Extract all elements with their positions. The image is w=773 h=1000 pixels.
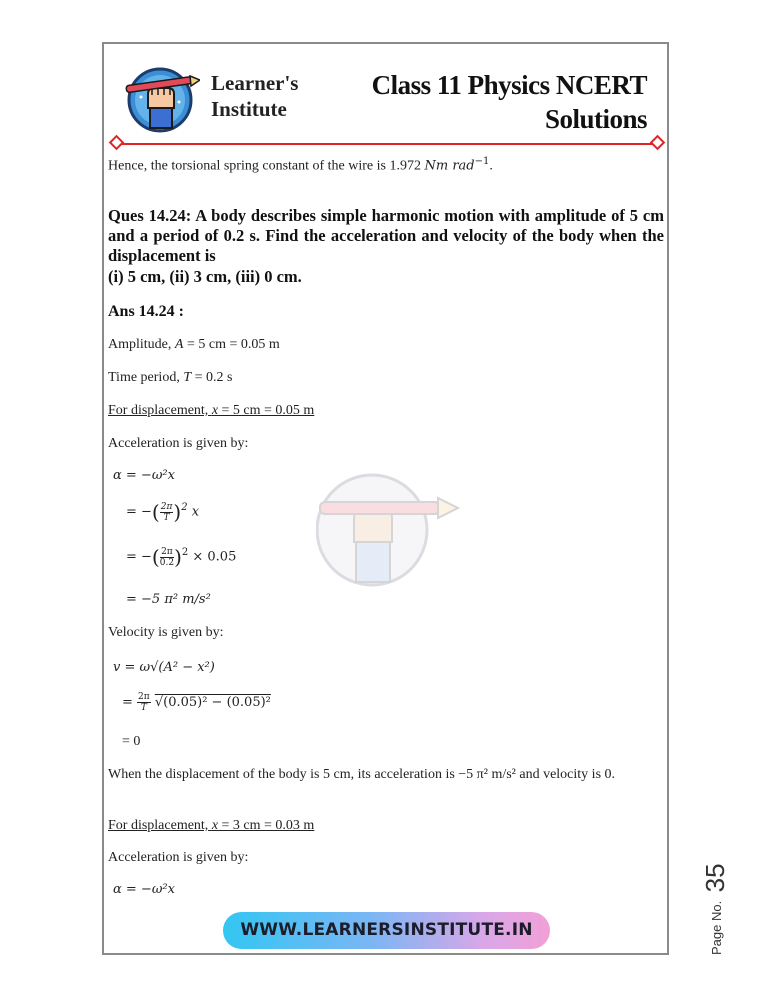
equation-a3: = −( $\frac{2\pi}{0.2}$ )$^2$ × 0.05 (126, 545, 237, 569)
accel-given-1: Acceleration is given by: (108, 436, 249, 451)
question-text: Ques 14.24: A body describes simple harmonic motion with amplitude of 5 cm and a period of 0.2 s. Find the acceleration and velocity of the body when the displacement is (108, 206, 664, 265)
website-link-button[interactable]: WWW.LEARNERSINSTITUTE.IN (223, 912, 550, 949)
disp2-label: For displacement, (108, 818, 212, 833)
disp2-symbol: x (211, 818, 219, 833)
period-label: Time period, (108, 370, 184, 385)
frac-num: 2π (160, 501, 173, 512)
equation-a4: = −5 π² m/s² (126, 592, 211, 607)
amplitude-label: Amplitude, (108, 337, 175, 352)
frac-v2-num: 2π (138, 692, 150, 702)
brand-line-1: Learner's (211, 71, 299, 95)
accel-given-2: Acceleration is given by: (108, 850, 249, 865)
period-symbol: T (183, 370, 192, 385)
equation-v3: = 0 (122, 734, 141, 749)
answer-heading: Ans 14.24 : (108, 303, 185, 320)
equation-a1: α = −ω²x (113, 468, 175, 483)
equation-b1: α = −ω²x (113, 882, 175, 897)
frac3-num: 2π (161, 546, 173, 557)
conclusion-1: When the displacement of the body is 5 cm, its acceleration is −5 π² m/s² and velocity is 0. (108, 767, 616, 782)
page-number (700, 863, 731, 955)
title-line-1: Class 11 Physics NCERT (371, 70, 647, 100)
disp1-value: = 5 cm = 0.05 m (218, 403, 315, 418)
brand-line-2: Institute (211, 97, 287, 121)
eq-v2-prefix: = (122, 695, 133, 710)
eq-a2-suffix: x (187, 504, 200, 520)
disp2-value: = 3 cm = 0.03 m (218, 818, 315, 833)
period-value: = 0.2 s (191, 370, 233, 385)
frac3-den: 0.2 (159, 557, 175, 568)
learners-institute-logo-icon (124, 62, 200, 134)
amplitude-symbol: A (174, 337, 184, 352)
watermark-logo-icon (316, 472, 462, 590)
equation-v1: v = ω√(A² − x²) (113, 660, 215, 675)
eq-a2-prefix: = − (126, 504, 152, 520)
equation-a2: = −( $\frac{2\pi}{T}$ )$^2$ x (126, 500, 200, 524)
displacement-1-heading (108, 403, 314, 419)
page-number-label: Page No. (709, 900, 724, 955)
question-parts: (i) 5 cm, (ii) 3 cm, (iii) 0 cm. (108, 267, 302, 286)
frac-v2-den: T (140, 703, 147, 713)
fraction-2pi-02 (160, 547, 174, 568)
title-line-2: Solutions (544, 104, 647, 134)
fraction-v2 (137, 692, 151, 713)
eq-a3-prefix: = − (126, 549, 152, 565)
intro-unit: Nm rad (424, 158, 475, 174)
amplitude-line (108, 337, 280, 353)
intro-line: Hence, the torsional spring constant of the wire is 1.972 Nm rad$^{-1}$. (108, 156, 493, 174)
disp1-symbol: x (211, 403, 219, 418)
intro-text: Hence, the torsional spring constant of the wire is 1.972 (108, 158, 425, 174)
vel-given: Velocity is given by: (108, 625, 224, 640)
brand-name (211, 70, 298, 122)
page-number-value: 35 (700, 863, 730, 893)
frac-den: T (163, 512, 170, 523)
disp1-label: For displacement, (108, 403, 212, 418)
eq-a3-suffix: × 0.05 (188, 549, 237, 565)
page-title (372, 68, 647, 136)
equation-v2 (122, 692, 271, 713)
displacement-2-heading (108, 818, 314, 834)
fraction-2pi-T (160, 502, 174, 523)
eq-a3-exp: 2 (181, 547, 189, 559)
amplitude-value: = 5 cm = 0.05 m (183, 337, 280, 352)
header-divider (108, 134, 666, 154)
eq-a2-exp: 2 (181, 502, 188, 514)
intro-exponent: −1 (474, 156, 490, 167)
period-line (108, 370, 232, 386)
eq-v2-root: √(0.05)² − (0.05)² (154, 695, 271, 710)
